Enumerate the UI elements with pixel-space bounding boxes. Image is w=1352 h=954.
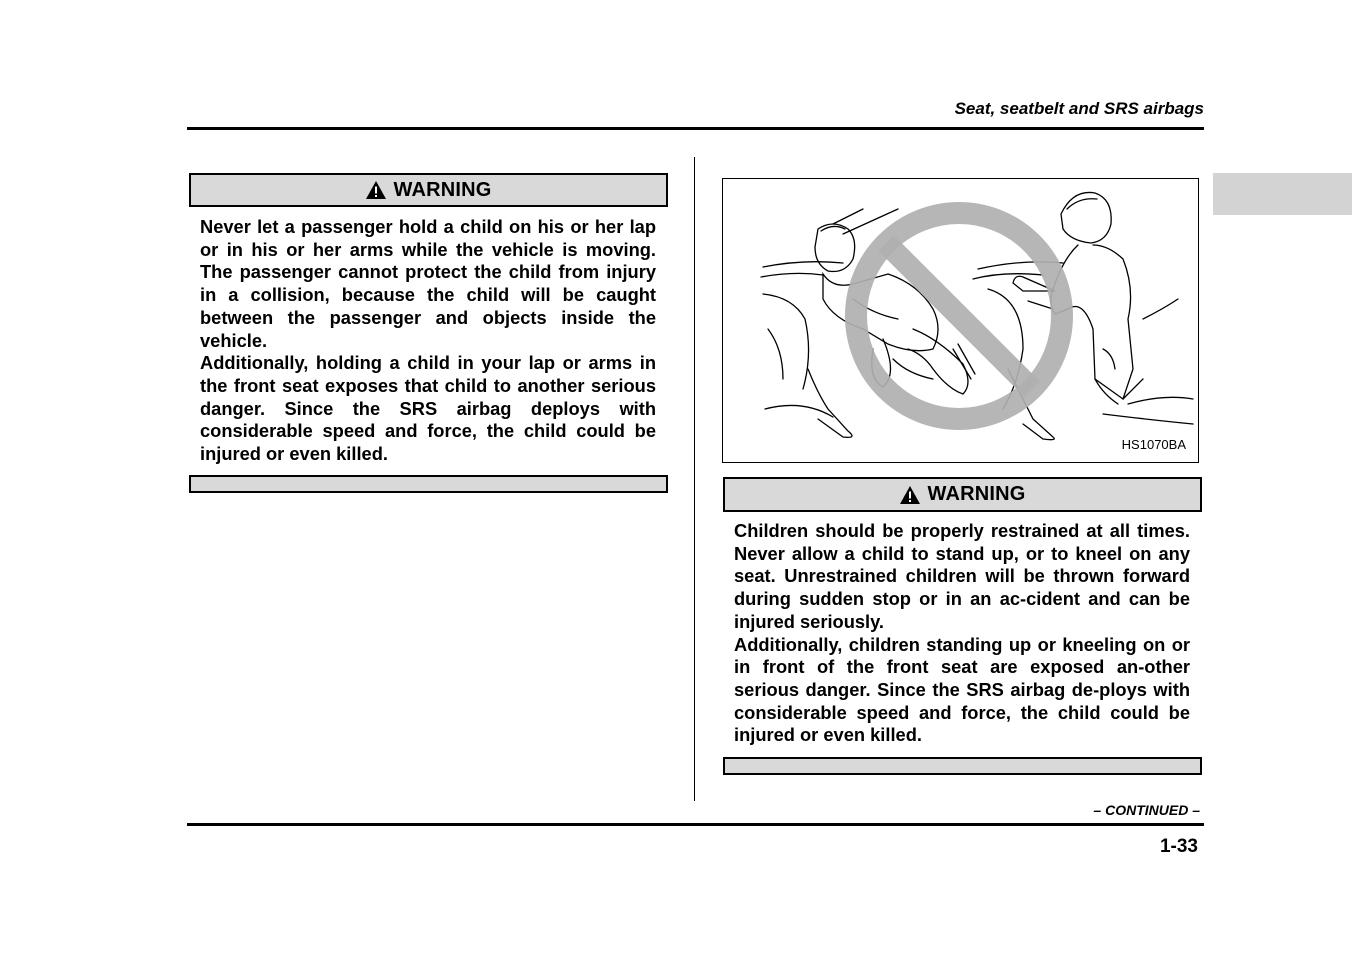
- warning-end-bar-right: [723, 757, 1202, 775]
- prohibition-icon: [723, 179, 1199, 463]
- continued-marker: – CONTINUED –: [1093, 802, 1200, 818]
- warning-triangle-icon: [365, 180, 387, 200]
- warning-header-right: [723, 477, 1202, 512]
- chapter-thumb-tab: [1213, 173, 1352, 215]
- warning-body-right: [734, 520, 1190, 747]
- warning-header-left: [189, 173, 668, 207]
- warning-right-paragraph-2: Additionally, children standing up or kneeling on or in front of the front seat are exposed an-other serious danger. Since the SRS airbag de-ploys with considerable speed and force, the child could be injured or even killed.: [734, 633, 1190, 746]
- page-number: 1-33: [1159, 836, 1198, 857]
- warning-label-left: WARNING: [393, 178, 492, 201]
- illustration-figure: [722, 178, 1199, 463]
- warning-body-left: [200, 216, 656, 466]
- footer-rule: [187, 823, 1204, 826]
- warning-left-paragraph-2: Additionally, holding a child in your lap or arms in the front seat exposes that child to another serious danger. Since the SRS airbag deploys with considerable speed and force, the child could be injured or even killed.: [200, 352, 656, 465]
- warning-triangle-icon: [899, 485, 921, 505]
- header-rule: [187, 127, 1204, 130]
- column-divider: [694, 157, 695, 801]
- warning-right-paragraph-1: Children should be properly restrained at all times. Never allow a child to stand up, or to kneel on any seat. Unrestrained children will be thrown forward during sudden stop or in an ac-cident and can be injured seriously.: [734, 520, 1190, 632]
- warning-left-paragraph-1: Never let a passenger hold a child on his or her lap or in his or her arms while the vehicle is moving. The passenger cannot protect the child from injury in a collision, because the child will be caught between the passenger and objects inside the vehicle.: [200, 216, 656, 351]
- warning-label-right: WARNING: [927, 483, 1026, 505]
- figure-code: HS1070BA: [1121, 437, 1186, 452]
- warning-end-bar-left: [189, 475, 668, 493]
- running-header-title: Seat, seatbelt and SRS airbags: [954, 99, 1204, 118]
